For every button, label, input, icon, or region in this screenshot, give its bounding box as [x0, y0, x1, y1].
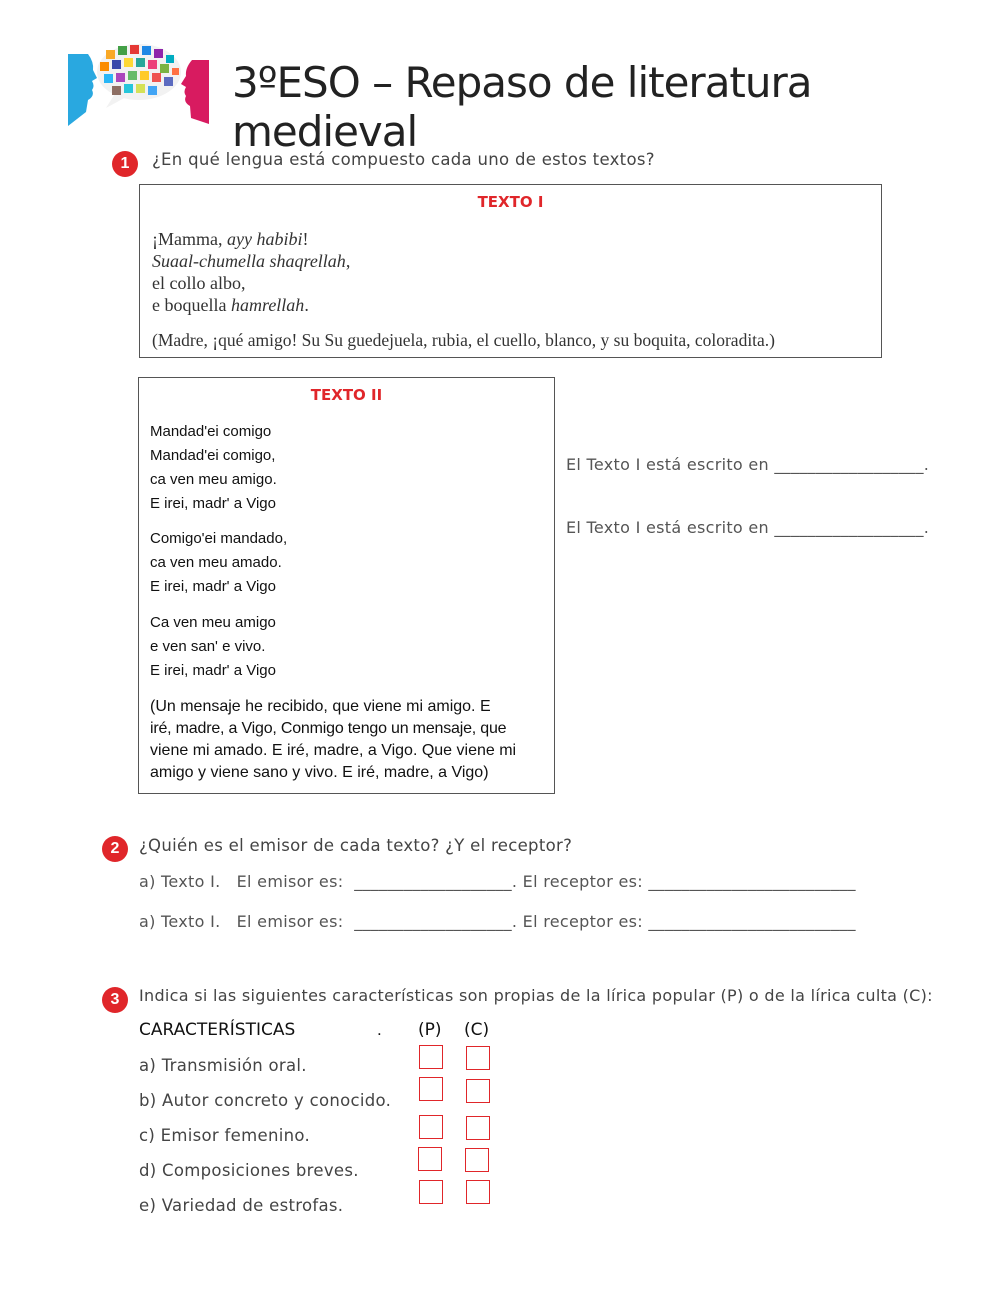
poem-line: Comigo'ei mandado, [150, 530, 288, 547]
header-dot: . [377, 1020, 382, 1039]
answer-1-line: El Texto I está escrito en __________________. [566, 455, 930, 474]
poem-line: ca ven meu amado. [150, 554, 282, 571]
checkbox-c-a[interactable] [466, 1046, 490, 1070]
texto-2-title: TEXTO II [310, 386, 383, 404]
header-logo [66, 40, 211, 130]
speech-heads-logo-icon [66, 40, 211, 130]
emisor-blank[interactable]: ___________________ [354, 912, 512, 931]
page-title: 3ºESO – Repaso de literatura medieval [232, 58, 812, 156]
question-2-text: ¿Quién es el emisor de cada texto? ¿Y el receptor? [139, 836, 573, 855]
receptor-blank[interactable]: _________________________ [648, 912, 856, 931]
question-2-number: 2 [102, 836, 128, 862]
poem-line: E irei, madr' a Vigo [150, 662, 276, 679]
question-1-number: 1 [112, 151, 138, 177]
emisor-row-2: a) Texto I. El emisor es: ___________________. El receptor es: _________________________ [139, 912, 856, 931]
poem-line: e ven san' e vivo. [150, 638, 266, 655]
texto-2-stanza-3 [150, 611, 276, 683]
poem-line: ca ven meu amigo. [150, 471, 277, 488]
poem-line: Mandad'ei comigo [150, 423, 272, 440]
texto-1-box [139, 184, 882, 358]
checkbox-p-c[interactable] [419, 1115, 443, 1139]
col-c-header: (C) [464, 1020, 490, 1040]
characteristic-item-e: e) Variedad de estrofas. [139, 1196, 344, 1215]
poem-line: ¡Mamma, ayy habibi! [152, 229, 309, 249]
checkbox-c-b[interactable] [466, 1079, 490, 1103]
checkbox-p-d[interactable] [418, 1147, 442, 1171]
question-3-text: Indica si las siguientes características son propias de la lírica popular (P) o de la lírica culta (C): [139, 986, 933, 1005]
characteristic-item-a: a) Transmisión oral. [139, 1056, 307, 1075]
characteristic-item-c: c) Emisor femenino. [139, 1126, 310, 1145]
checkbox-p-e[interactable] [419, 1180, 443, 1204]
texto-1-translation: (Madre, ¡qué amigo! Su Su guedejuela, rubia, el cuello, blanco, y su boquita, coloradita.) [152, 330, 776, 350]
checkbox-p-b[interactable] [419, 1077, 443, 1101]
texto-2-translation: (Un mensaje he recibido, que viene mi amigo. E iré, madre, a Vigo, Conmigo tengo un mensaje, que viene mi amado. E iré, madre, a Vigo. Que viene mi amigo y viene sano y vivo. E iré, madre, a Vigo) [150, 698, 517, 781]
poem-line: Ca ven meu amigo [150, 614, 276, 631]
col-p-header: (P) [418, 1020, 442, 1040]
question-1-text: ¿En qué lengua está compuesto cada uno de estos textos? [152, 150, 655, 169]
answer-1-blank[interactable]: __________________ [774, 455, 924, 474]
characteristic-item-d: d) Composiciones breves. [139, 1161, 359, 1180]
emisor-blank[interactable]: ___________________ [354, 872, 512, 891]
emisor-row-1: a) Texto I. El emisor es: ___________________. El receptor es: _________________________ [139, 872, 856, 891]
checkbox-c-c[interactable] [466, 1116, 490, 1140]
answer-2-line: El Texto I está escrito en __________________. [566, 518, 930, 537]
poem-line: el collo albo, [152, 273, 246, 293]
receptor-blank[interactable]: _________________________ [648, 872, 856, 891]
texto-2-stanza-2 [150, 527, 287, 599]
checkbox-p-a[interactable] [419, 1045, 443, 1069]
texto-2-box [138, 377, 555, 794]
poem-line: E irei, madr' a Vigo [150, 578, 276, 595]
characteristic-item-b: b) Autor concreto y conocido. [139, 1091, 392, 1110]
texto-1-poem [152, 228, 350, 316]
poem-line: e boquella hamrellah. [152, 295, 309, 315]
checkbox-c-e[interactable] [466, 1180, 490, 1204]
characteristics-header: CARACTERÍSTICAS [139, 1020, 296, 1040]
texto-2-stanza-1 [150, 420, 277, 516]
poem-line: Mandad'ei comigo, [150, 447, 276, 464]
question-3-number: 3 [102, 987, 128, 1013]
answer-2-blank[interactable]: __________________ [774, 518, 924, 537]
checkbox-c-d[interactable] [465, 1148, 489, 1172]
poem-line: E irei, madr' a Vigo [150, 495, 276, 512]
poem-line: Suaal-chumella shaqrellah, [152, 251, 351, 271]
texto-1-title: TEXTO I [477, 193, 544, 211]
